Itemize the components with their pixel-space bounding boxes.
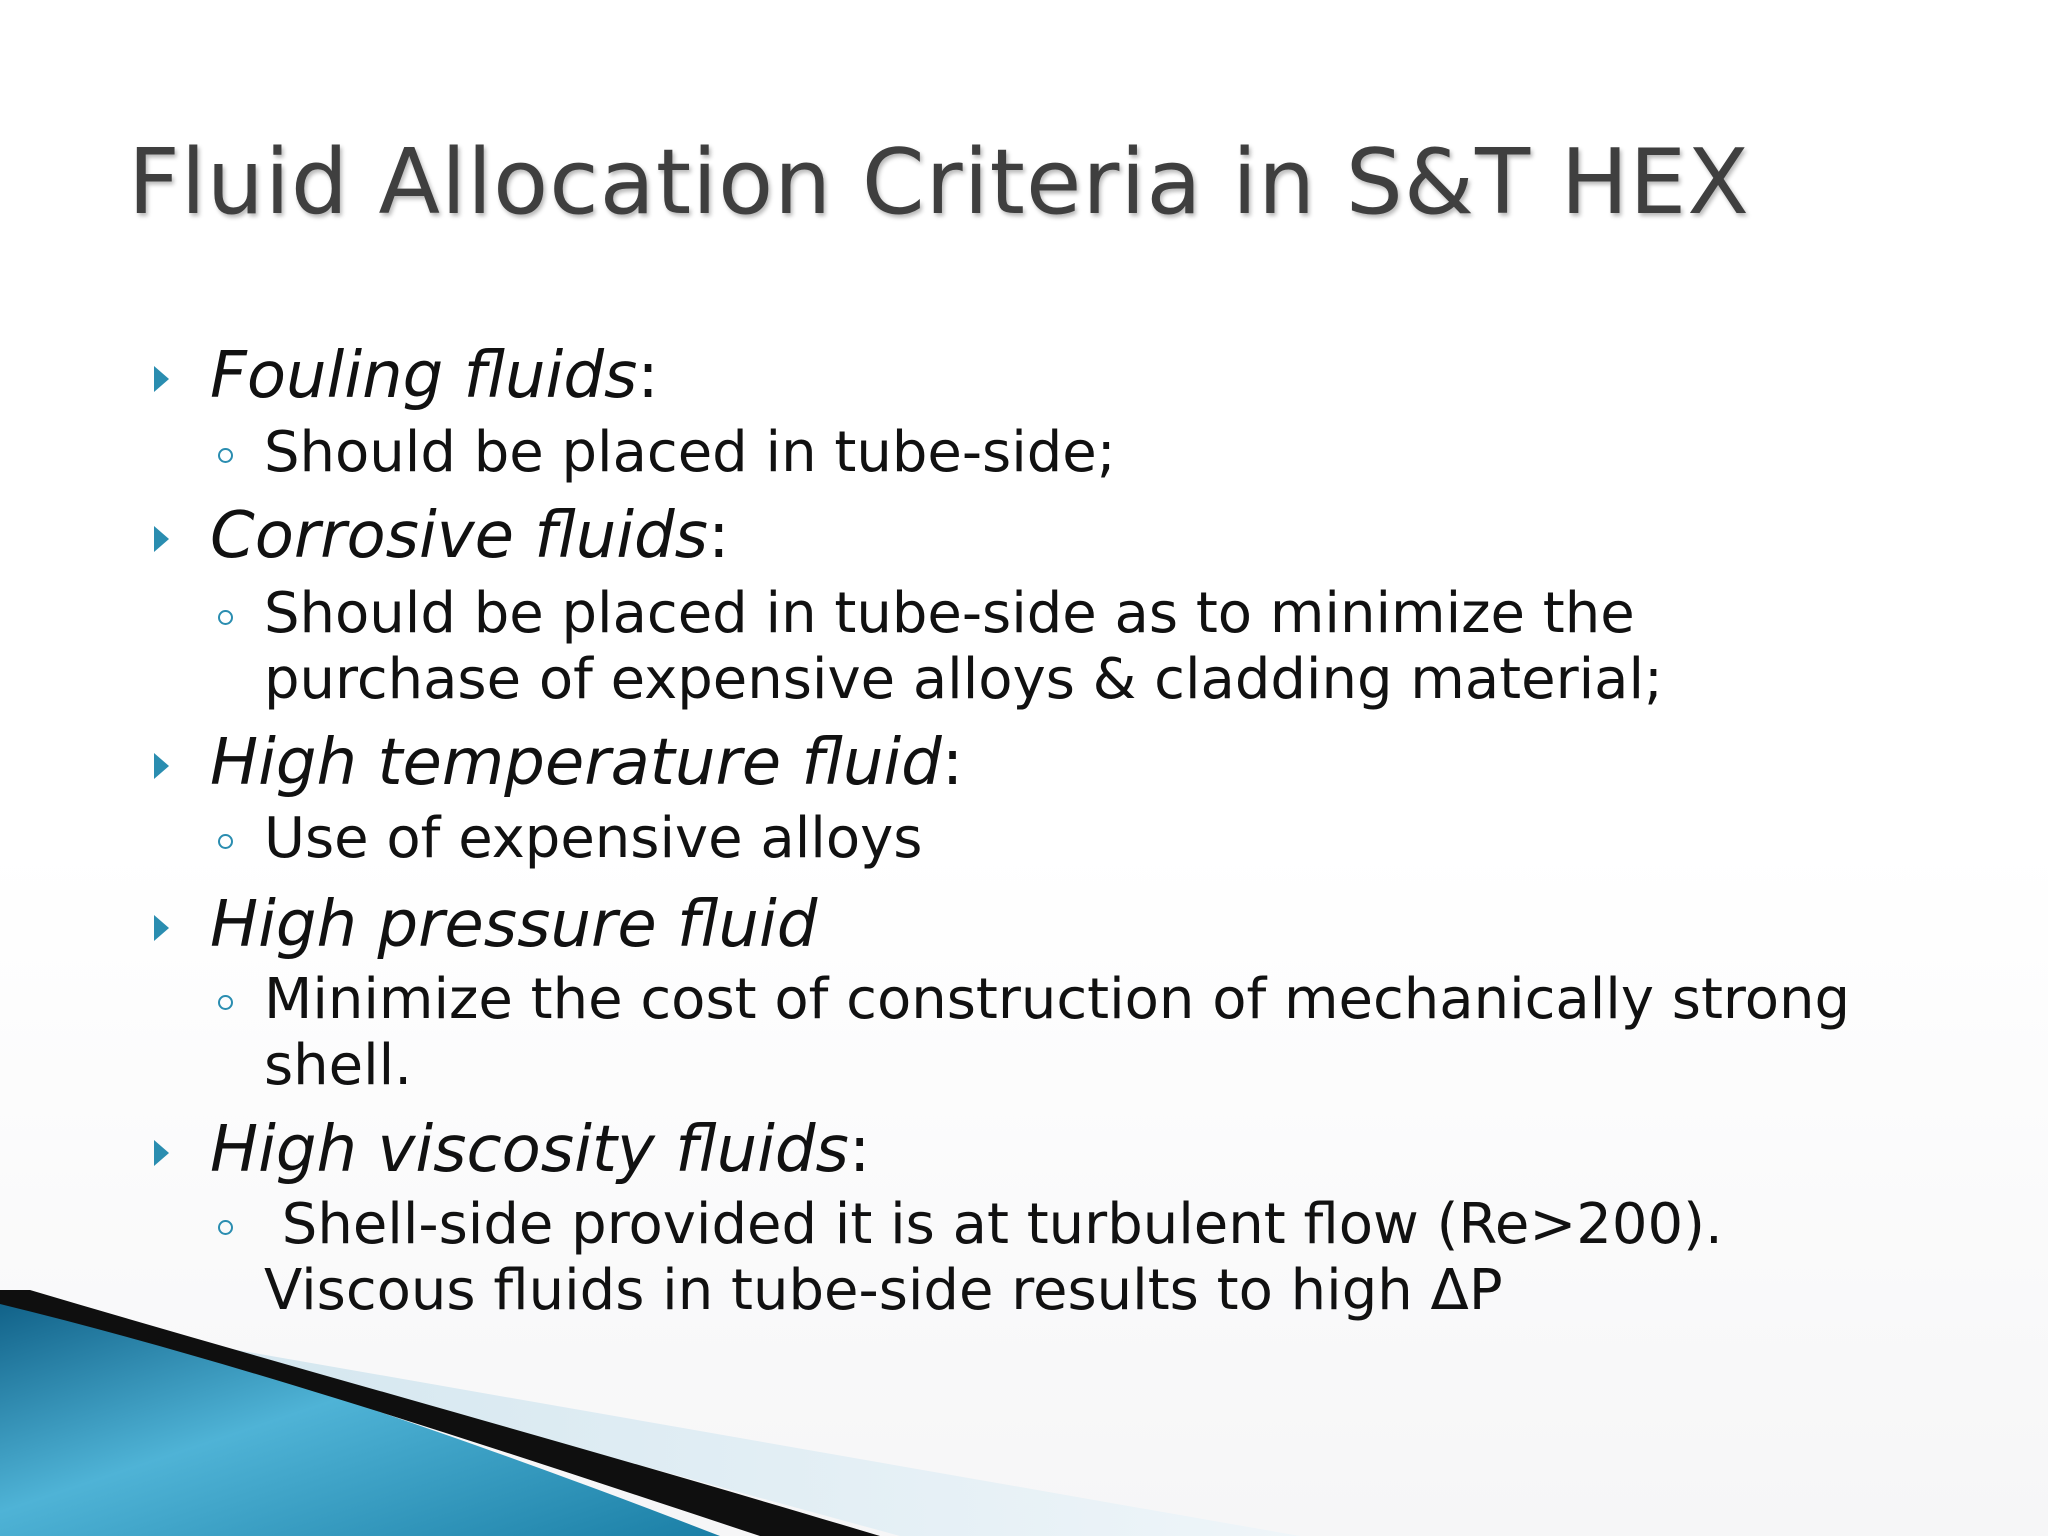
sub-bullet-circle-icon [218,448,233,463]
sub-bullet-circle-icon [218,1220,233,1235]
sub-bullet-text: Shell-side provided it is at turbulent flow (Re>200). [264,1192,1723,1257]
bullet-heading [210,727,963,799]
sub-bullet-circle-icon [218,995,233,1010]
sub-bullet-text: Should be placed in tube-side as to minimize the [264,581,1635,646]
bullet-heading [210,500,730,572]
bullet-arrow-icon [154,915,169,941]
sub-bullet-circle-icon [218,834,233,849]
heading-colon: : [848,1113,871,1187]
sub-bullet-text-continued: purchase of expensive alloys & cladding material; [264,647,1663,712]
heading-text: High temperature fluid [210,726,942,800]
heading-colon: : [708,499,730,573]
heading-text: High pressure fluid [210,888,818,962]
sub-bullet-circle-icon [218,610,233,625]
sub-bullet-text: Should be placed in tube-side; [264,420,1116,485]
sub-bullet-text: Use of expensive alloys [264,806,923,871]
heading-text: Corrosive fluids [210,499,708,573]
slide-title: Fluid Allocation Criteria in S&T HEX [128,130,1750,235]
sub-bullet-text: Minimize the cost of construction of mechanically strong [264,967,1851,1032]
heading-colon: : [637,339,659,413]
heading-colon: : [941,726,964,800]
bullet-heading [210,889,817,961]
sub-bullet-text-continued: Viscous fluids in tube-side results to high ΔP [264,1258,1503,1323]
bullet-arrow-icon [154,366,169,392]
sub-bullet-text-continued: shell. [264,1033,413,1098]
bullet-heading [210,340,659,412]
bullet-heading [210,1114,870,1186]
heading-text: High viscosity fluids [210,1113,849,1187]
bullet-arrow-icon [154,526,169,552]
bullet-arrow-icon [154,753,169,779]
bullet-arrow-icon [154,1140,169,1166]
heading-text: Fouling fluids [210,339,638,413]
